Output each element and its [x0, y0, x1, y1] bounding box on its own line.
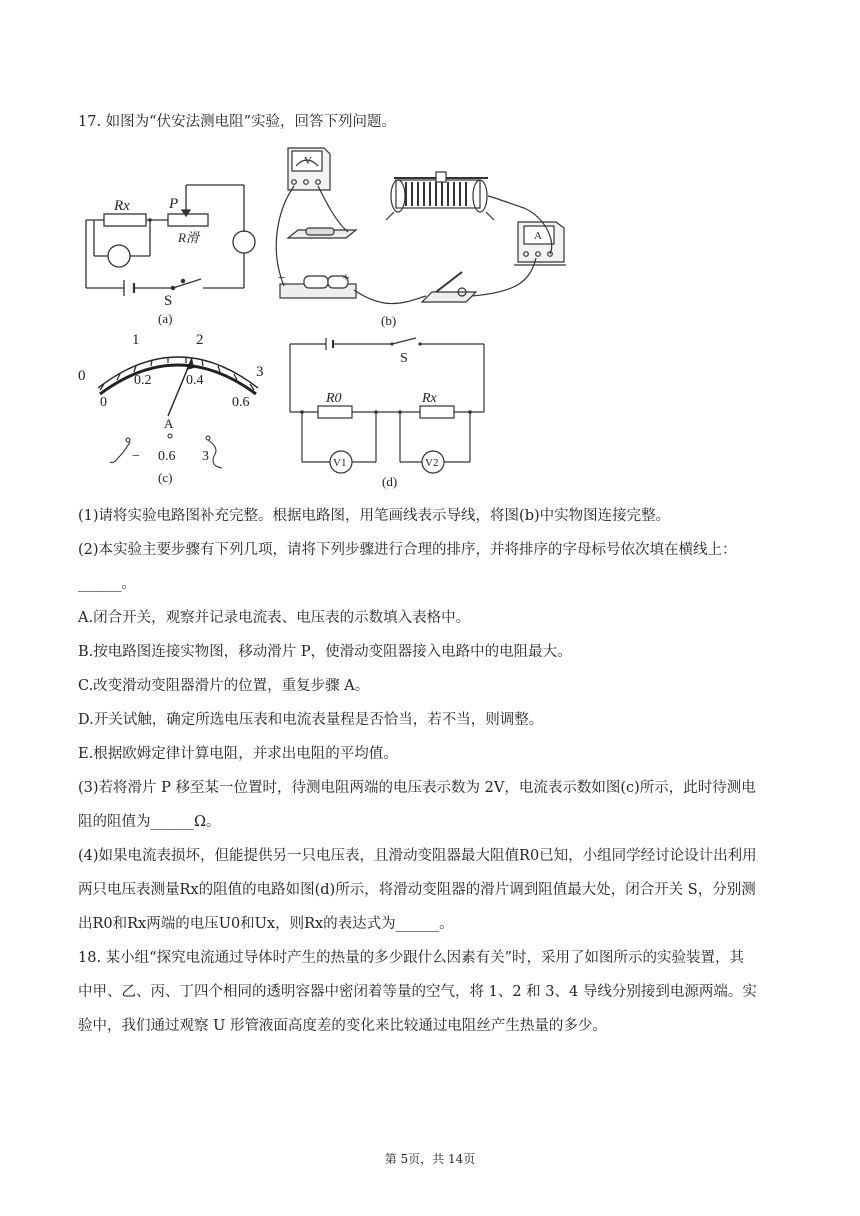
voltmeter-label: V [304, 155, 312, 167]
q17-title: 17. 如图为“伏安法测电阻”实验，回答下列问题。 [78, 114, 396, 130]
q17-step-a: A.闭合开关，观察并记录电流表、电压表的示数填入表格中。 [78, 610, 471, 626]
tick-top-0: 0 [78, 368, 86, 384]
q17-part4-line2: 两只电压表测量Rx的阻值的电路如图(d)所示，将滑动变阻器的滑片调到阻值最大处，闭合开关 S，分别测 [78, 882, 756, 898]
figure-d-two-voltmeters [286, 336, 492, 492]
terminal-minus: − [132, 449, 140, 464]
battery-minus: − [278, 271, 286, 286]
tick-bottom-1: 0.2 [134, 373, 152, 388]
label-rx-d: Rx [422, 391, 437, 406]
label-v2: V2 [425, 457, 439, 469]
q17-part4-line3: 出R0和Rx两端的电压U0和Ux，则Rx的表达式为______。 [78, 916, 454, 932]
q17-part2-blank: ______。 [78, 576, 136, 592]
q17-part1: (1)请将实验电路图补充完整。根据电路图，用笔画线表示导线，将图(b)中实物图连接完整。 [78, 508, 671, 524]
tick-top-2: 2 [196, 332, 204, 348]
figure-b-apparatus [266, 142, 576, 332]
q18-line2: 中甲、乙、丙、丁四个相同的透明容器中密闭着等量的空气，将 1、2 和 3、4 导线分别接到电源两端。实 [78, 984, 757, 1000]
label-s: S [164, 293, 173, 309]
label-rx: Rx [114, 198, 130, 214]
q17-step-e: E.根据欧姆定律计算电阻，并求出电阻的平均值。 [78, 746, 398, 762]
label-s-d: S [400, 351, 408, 366]
q17-part3-line2: 阻的阻值为______Ω。 [78, 814, 221, 830]
caption-c: (c) [158, 470, 173, 485]
caption-a: (a) [158, 311, 173, 326]
q17-step-b: B.按电路图连接实物图，移动滑片 P，使滑动变阻器接入电路中的电阻最大。 [78, 644, 572, 660]
tick-top-1: 1 [132, 332, 140, 348]
label-v1: V1 [333, 457, 347, 469]
q18-line1: 18. 某小组“探究电流通过导体时产生的热量的多少跟什么因素有关”时，采用了如图所示的实验装置，其 [78, 950, 744, 966]
tick-bottom-0: 0 [100, 395, 107, 410]
caption-d: (d) [382, 474, 398, 489]
tick-bottom-3: 0.6 [232, 395, 250, 410]
figure-c-ammeter-dial [74, 330, 274, 492]
caption-b: (b) [381, 313, 397, 328]
tick-top-3: 3 [256, 364, 264, 380]
battery-plus: + [342, 271, 350, 286]
label-p: P [169, 196, 179, 212]
ammeter-label: A [534, 230, 542, 242]
terminal-06: 0.6 [158, 449, 176, 464]
q17-part4-line1: (4)如果电流表损坏，但能提供另一只电压表，且滑动变阻器最大阻值R0已知，小组同学经讨论设计出利用 [78, 848, 757, 864]
q17-part2: (2)本实验主要步骤有下列几项，请将下列步骤进行合理的排序，并将排序的字母标号依次填在横线上： [78, 542, 737, 558]
terminal-3: 3 [202, 449, 209, 464]
dial-unit: A [164, 416, 174, 431]
label-rslide: R滑 [178, 230, 199, 245]
label-r0: R0 [326, 391, 342, 406]
q17-part3-line1: (3)若将滑片 P 移至某一位置时，待测电阻两端的电压表示数为 2V，电流表示数如图(c)所示，此时待测电 [78, 780, 756, 796]
q17-step-c: C.改变滑动变阻器滑片的位置，重复步骤 A。 [78, 678, 370, 694]
figure-a-circuit [78, 180, 258, 330]
tick-bottom-2: 0.4 [186, 373, 204, 388]
q18-line3: 验中，我们通过观察 U 形管液面高度差的变化来比较通过电阻丝产生热量的多少。 [78, 1018, 607, 1034]
q17-step-d: D.开关试触，确定所选电压表和电流表量程是否恰当，若不当，则调整。 [78, 712, 544, 728]
page-footer: 第 5页，共 14页 [384, 1152, 476, 1166]
